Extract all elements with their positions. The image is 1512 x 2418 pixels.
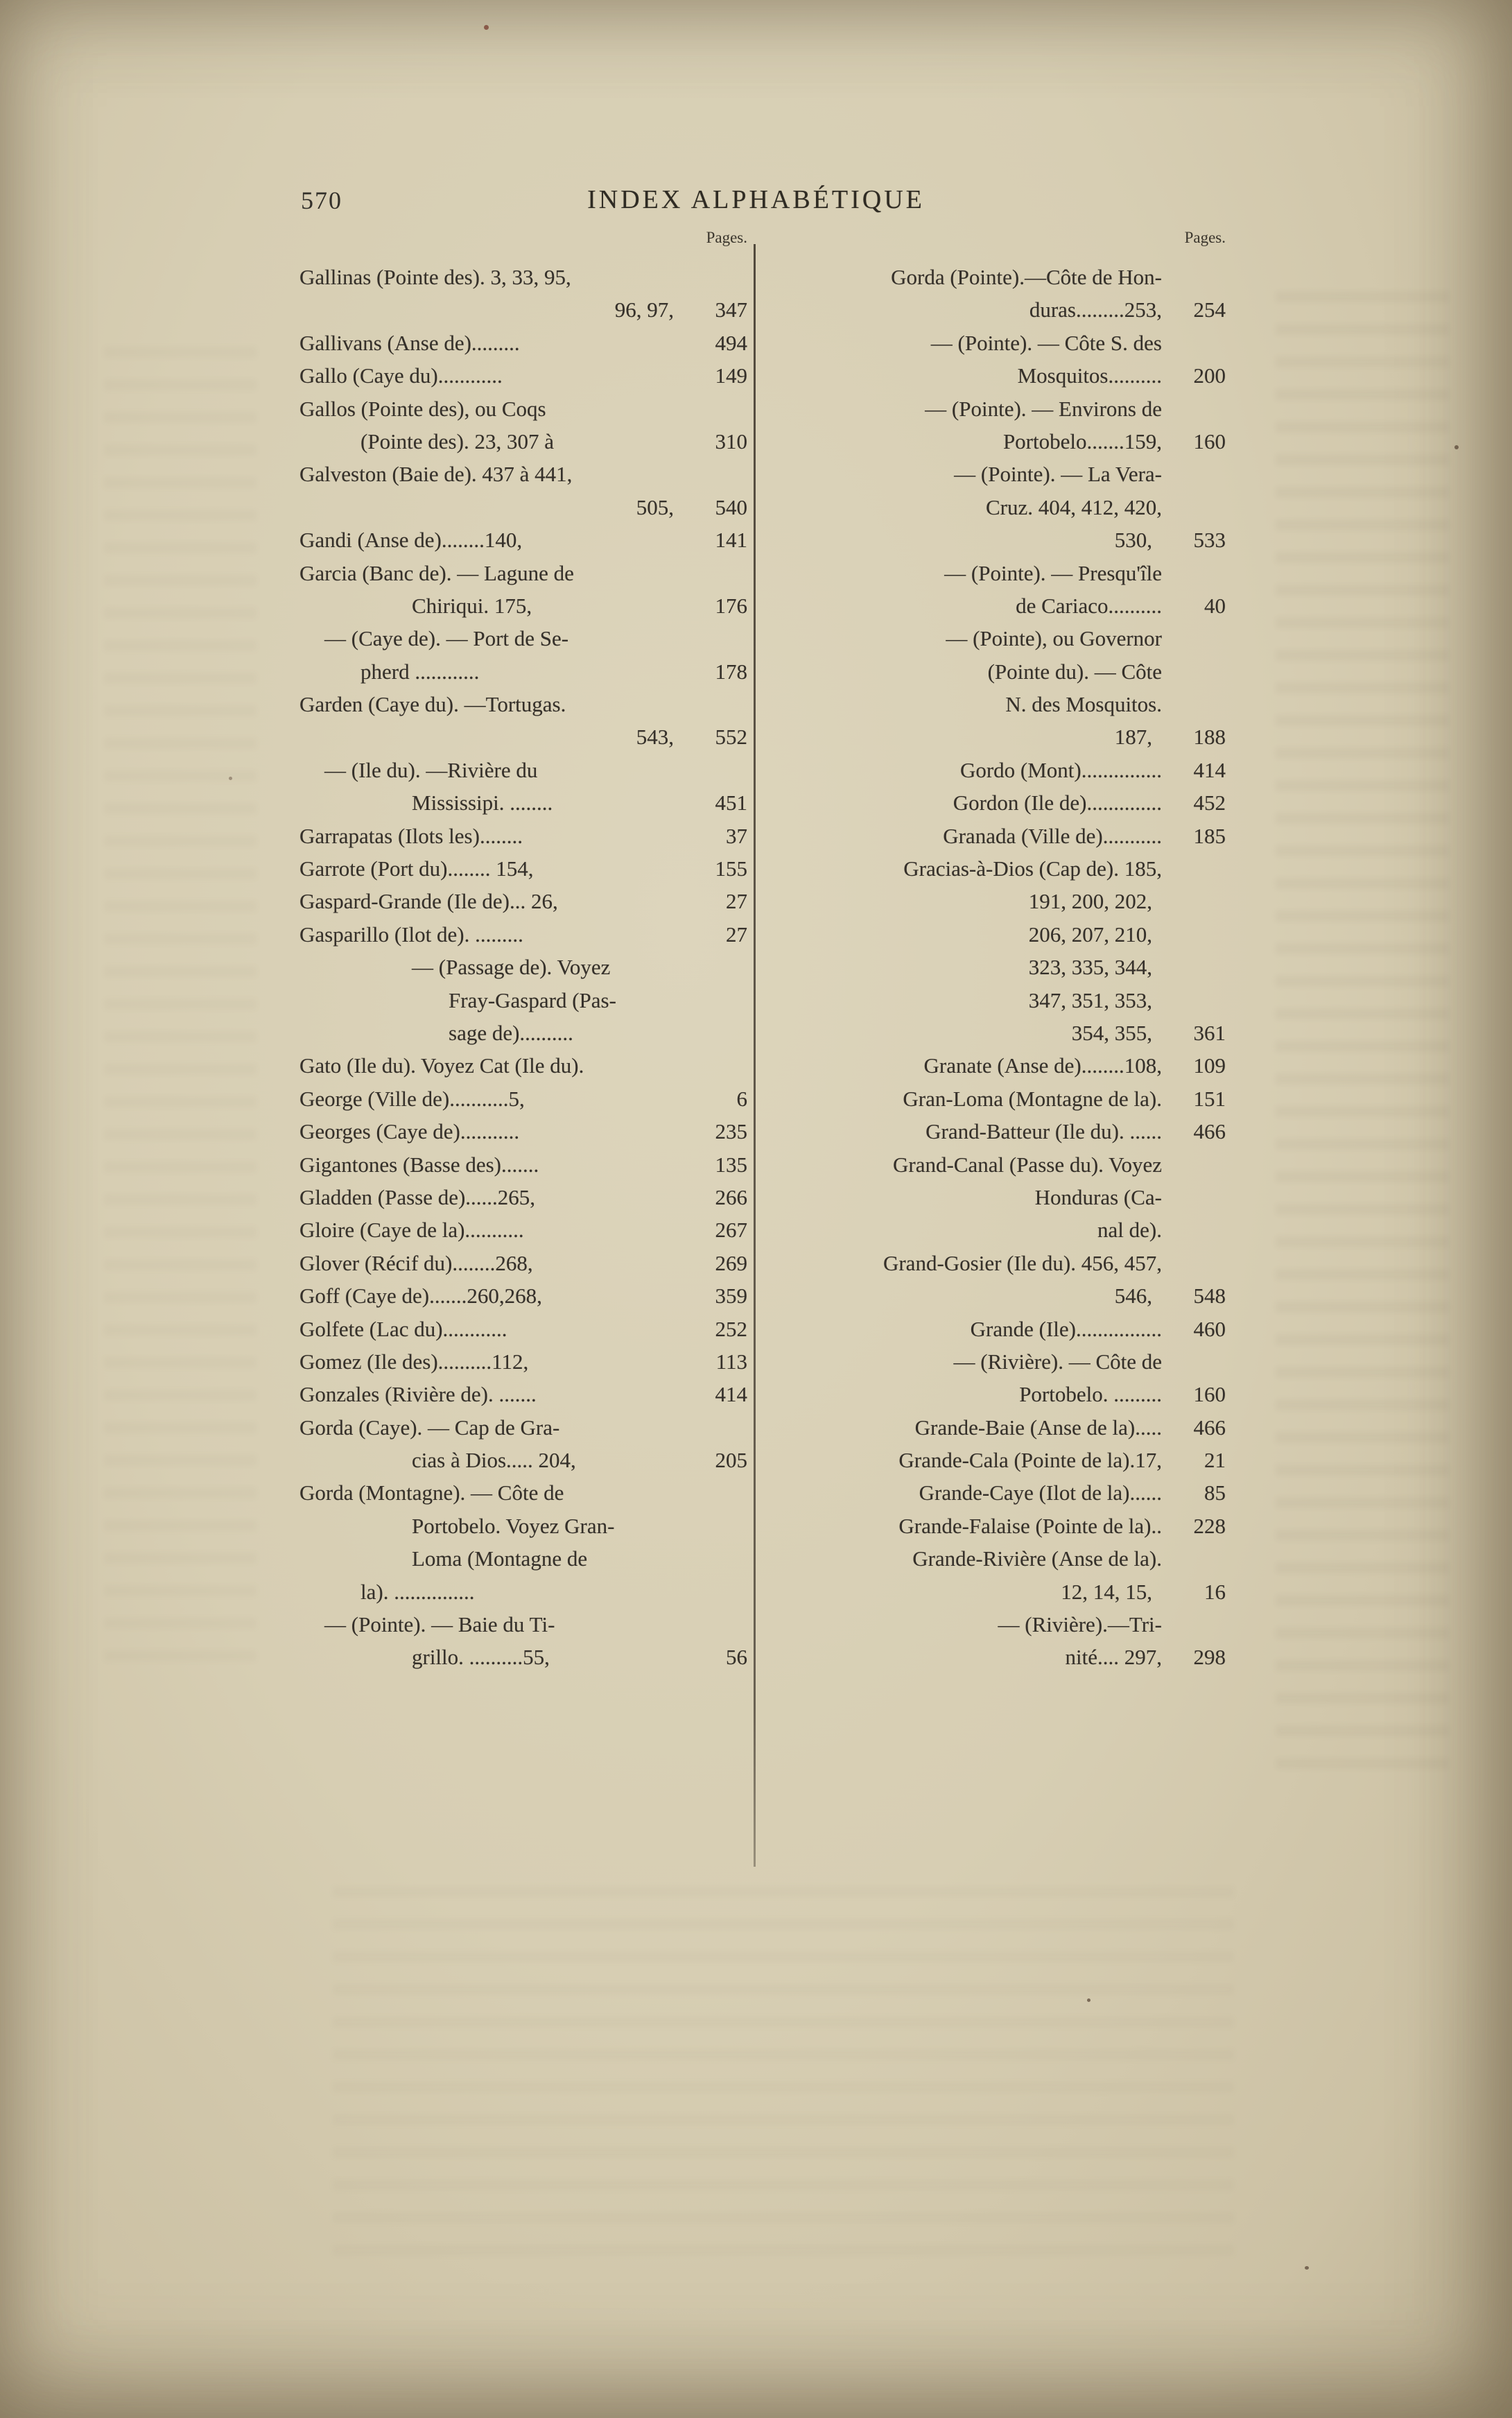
index-entry-page: 176 [715, 593, 747, 618]
index-entry-text: Gran-Loma (Montagne de la). [903, 1086, 1162, 1111]
index-entry-page [1162, 392, 1226, 425]
index-entry-text: — (Pointe). — La Vera- [954, 462, 1162, 487]
index-line [299, 327, 747, 359]
index-entry-text: — (Ile du). —Rivière du [324, 757, 538, 782]
index-line [299, 1181, 747, 1214]
index-entry-text: Grand-Gosier (Ile du). 456, 457, [883, 1250, 1162, 1275]
index-entry-page [1162, 918, 1226, 951]
index-line [767, 359, 1226, 392]
page-header [0, 184, 1512, 219]
index-entry-text: grillo. ..........55, [412, 1645, 550, 1670]
index-entry-text: Portobelo.......159, [1002, 429, 1162, 454]
index-entry-page: 548 [1193, 1284, 1226, 1309]
index-entry-text: cias à Dios..... 204, [412, 1448, 576, 1473]
index-entry-text: duras.........253, [1029, 297, 1162, 322]
index-line [299, 622, 747, 655]
index-entry-text: Gallivans (Anse de)......... [299, 330, 520, 355]
index-line [299, 589, 747, 622]
index-entry-text: 546, [1114, 1284, 1152, 1309]
index-line [299, 1378, 747, 1410]
index-entry-page: 552 [715, 725, 747, 750]
index-entry-text: 530, [1114, 528, 1152, 553]
index-line [767, 984, 1226, 1017]
paper-speck [1454, 445, 1459, 449]
index-entry-text: 354, 355, [1071, 1020, 1152, 1045]
index-line [299, 688, 747, 720]
index-line [767, 458, 1226, 490]
index-entry-text: Cruz. 404, 412, 420, [985, 494, 1162, 519]
paper-speck [1087, 1998, 1090, 2002]
index-entry-text: Garcia (Banc de). — Lagune de [299, 560, 574, 585]
index-line [767, 557, 1226, 589]
index-entry-text: Garrote (Port du)........ 154, [299, 856, 534, 881]
index-entry-text: Grand-Batteur (Ile du). ...... [926, 1119, 1162, 1144]
index-line [299, 1444, 747, 1476]
index-line [767, 688, 1226, 720]
index-entry-text: — (Pointe). — Environs de [925, 396, 1162, 421]
index-entry-page: 235 [715, 1119, 747, 1144]
index-entry-page: 540 [715, 494, 747, 519]
index-line [767, 1345, 1226, 1378]
index-entry-page [684, 1510, 747, 1542]
index-entry-text: — (Pointe), ou Governor [946, 626, 1162, 651]
index-entry-text: Gonzales (Rivière de). ....... [299, 1382, 537, 1407]
index-line [767, 1017, 1226, 1049]
index-entry-text: Gasparillo (Ilot de). ......... [299, 922, 523, 947]
index-line [767, 1247, 1226, 1279]
index-entry-text: sage de).......... [449, 1020, 573, 1045]
index-line [299, 918, 747, 951]
index-line [299, 557, 747, 589]
index-entry-page [684, 1575, 747, 1608]
index-entry-text: 206, 207, 210, [1028, 922, 1152, 947]
index-line [299, 491, 747, 524]
index-entry-page [1162, 327, 1226, 359]
bleed-through-artifact [333, 1886, 1234, 2274]
index-line [299, 1608, 747, 1641]
index-entry-text: Chiriqui. 175, [412, 593, 532, 618]
index-entry-text: (Pointe du). — Côte [987, 659, 1162, 684]
index-entry-text: — (Rivière). — Côte de [953, 1349, 1162, 1374]
index-entry-page [1162, 852, 1226, 885]
index-entry-page: 347 [715, 297, 747, 322]
index-entry-page: 160 [1193, 1382, 1226, 1407]
index-entry-text: Portobelo. Voyez Gran- [412, 1513, 615, 1538]
index-entry-page [1162, 622, 1226, 655]
index-line [767, 918, 1226, 951]
index-entry-page [684, 458, 747, 490]
index-line [299, 293, 747, 326]
index-entry-page: 267 [715, 1218, 747, 1243]
index-entry-page: 27 [726, 922, 747, 947]
index-entry-page: 141 [715, 528, 747, 553]
index-entry-page [1162, 1608, 1226, 1641]
index-line [767, 1148, 1226, 1181]
index-entry-page: 494 [715, 330, 747, 355]
index-entry-text: Gaspard-Grande (Ile de)... 26, [299, 889, 558, 914]
index-entry-page [684, 754, 747, 786]
index-entry-page [684, 688, 747, 720]
index-entry-page [1162, 491, 1226, 524]
index-entry-text: — (Caye de). — Port de Se- [324, 626, 569, 651]
index-line [767, 524, 1226, 556]
index-entry-text: George (Ville de)...........5, [299, 1086, 525, 1111]
index-entry-text: 505, [636, 494, 674, 519]
index-entry-text: de Cariaco.......... [1016, 593, 1162, 618]
index-entry-text: pherd ............ [360, 659, 480, 684]
index-entry-page [1162, 688, 1226, 720]
index-column-left [299, 261, 747, 1674]
index-entry-page: 533 [1193, 528, 1226, 553]
index-entry-page: 414 [715, 1382, 747, 1407]
index-line [299, 1115, 747, 1148]
index-entry-text: Granada (Ville de)........... [943, 823, 1162, 848]
index-line [767, 951, 1226, 983]
index-entry-text: 187, [1114, 725, 1152, 750]
index-line [767, 1115, 1226, 1148]
index-entry-page [1162, 984, 1226, 1017]
index-entry-text: Gracias-à-Dios (Cap de). 185, [903, 856, 1162, 881]
column-divider-rule [754, 244, 756, 1867]
index-line [767, 1575, 1226, 1608]
index-entry-page [684, 1608, 747, 1641]
index-entry-text: Granate (Anse de)........108, [923, 1053, 1162, 1078]
index-line [767, 1082, 1226, 1115]
index-line [299, 425, 747, 458]
index-line [767, 754, 1226, 786]
index-line [767, 1542, 1226, 1575]
index-entry-page: 37 [726, 823, 747, 848]
index-entry-text: — (Pointe). — Presqu'île [944, 560, 1162, 585]
index-line [767, 1279, 1226, 1312]
index-entry-page: 252 [715, 1316, 747, 1341]
index-line [299, 359, 747, 392]
index-entry-page: 200 [1193, 363, 1226, 388]
index-entry-page [684, 951, 747, 983]
index-line [767, 293, 1226, 326]
index-line [299, 1411, 747, 1444]
index-entry-page: 188 [1193, 725, 1226, 750]
pages-caption-left: Pages. [706, 229, 747, 246]
index-entry-text: Fray-Gaspard (Pas- [449, 987, 616, 1012]
index-line [767, 820, 1226, 852]
index-line [767, 655, 1226, 688]
index-entry-text: Gallinas (Pointe des). 3, 33, 95, [299, 265, 571, 289]
index-entry-page: 113 [715, 1349, 747, 1374]
index-line [299, 1049, 747, 1082]
index-entry-page [1162, 1148, 1226, 1181]
index-line [767, 1444, 1226, 1476]
index-entry-text: Grande-Baie (Anse de la)..... [914, 1415, 1162, 1440]
index-entry-text: Glover (Récif du)........268, [299, 1250, 533, 1275]
index-entry-page [684, 622, 747, 655]
index-entry-page: 21 [1204, 1448, 1226, 1473]
index-entry-page [684, 1411, 747, 1444]
index-entry-text: Loma (Montagne de [412, 1546, 588, 1571]
index-entry-text: Mississipi. ........ [412, 791, 553, 815]
index-entry-page: 310 [715, 429, 747, 454]
index-entry-page: 27 [726, 889, 747, 914]
index-line [767, 1181, 1226, 1214]
index-entry-page [1162, 951, 1226, 983]
index-entry-text: Grande (Ile)................ [970, 1316, 1162, 1341]
index-line [299, 1148, 747, 1181]
index-entry-page [1162, 261, 1226, 293]
index-entry-page: 359 [715, 1284, 747, 1309]
index-line [767, 1510, 1226, 1542]
index-entry-page [1162, 458, 1226, 490]
index-line [299, 1017, 747, 1049]
index-entry-text: Georges (Caye de)........... [299, 1119, 520, 1144]
index-entry-page: 269 [715, 1250, 747, 1275]
index-line [767, 1313, 1226, 1345]
index-entry-page: 460 [1193, 1316, 1226, 1341]
index-line [767, 885, 1226, 917]
index-line [299, 786, 747, 819]
index-entry-text: Mosquitos.......... [1017, 363, 1162, 388]
bleed-through-artifact [104, 347, 257, 1664]
index-line [299, 458, 747, 490]
index-entry-page [1162, 1345, 1226, 1378]
index-entry-text: (Pointe des). 23, 307 à [360, 429, 554, 454]
index-entry-text: Portobelo. ......... [1019, 1382, 1162, 1407]
index-line [299, 392, 747, 425]
index-entry-text: Gordon (Ile de).............. [953, 791, 1162, 815]
index-line [767, 425, 1226, 458]
index-entry-text: la). ............... [360, 1579, 475, 1604]
index-entry-text: Garrapatas (Ilots les)........ [299, 823, 523, 848]
index-line [767, 1049, 1226, 1082]
index-entry-page: 205 [715, 1448, 747, 1473]
index-entry-text: Grande-Rivière (Anse de la). [912, 1546, 1162, 1571]
index-entry-text: Goff (Caye de).......260,268, [299, 1284, 542, 1309]
index-line [767, 1411, 1226, 1444]
index-entry-page: 298 [1193, 1645, 1226, 1670]
index-line [767, 852, 1226, 885]
index-line [299, 852, 747, 885]
index-line [767, 392, 1226, 425]
running-title: INDEX ALPHABÉTIQUE [587, 185, 925, 214]
index-line [299, 754, 747, 786]
index-entry-text: Grande-Caye (Ilot de la)...... [919, 1480, 1162, 1505]
index-entry-page [684, 261, 747, 293]
index-line [299, 1214, 747, 1246]
index-line [767, 1378, 1226, 1410]
index-entry-text: Honduras (Ca- [1034, 1184, 1162, 1209]
index-entry-text: Grand-Canal (Passe du). Voyez [893, 1152, 1162, 1177]
index-entry-text: Grande-Cala (Pointe de la).17, [898, 1448, 1162, 1473]
index-entry-page [1162, 1247, 1226, 1279]
index-entry-page [684, 984, 747, 1017]
index-entry-text: Gandi (Anse de)........140, [299, 528, 523, 553]
index-entry-text: — (Pointe). — Baie du Ti- [324, 1612, 555, 1637]
index-entry-text: Galveston (Baie de). 437 à 441, [299, 462, 573, 487]
index-entry-page [684, 1049, 747, 1082]
index-entry-page [1162, 1214, 1226, 1246]
index-line [767, 1641, 1226, 1673]
index-entry-text: 191, 200, 202, [1028, 889, 1152, 914]
index-line [767, 1608, 1226, 1641]
index-entry-text: — (Pointe). — Côte S. des [930, 330, 1162, 355]
index-entry-page: 361 [1193, 1020, 1226, 1045]
index-entry-page [684, 557, 747, 589]
paper-speck [229, 777, 232, 780]
index-line [767, 261, 1226, 293]
index-entry-text: Gomez (Ile des)..........112, [299, 1349, 529, 1374]
index-entry-page: 85 [1204, 1480, 1226, 1505]
index-entry-text: Gloire (Caye de la)........... [299, 1218, 524, 1243]
index-entry-text: Garden (Caye du). —Tortugas. [299, 692, 566, 717]
index-entry-page: 452 [1193, 791, 1226, 815]
index-entry-page [1162, 655, 1226, 688]
index-line [299, 951, 747, 983]
index-entry-text: Gato (Ile du). Voyez Cat (Ile du). [299, 1053, 584, 1078]
index-entry-page: 40 [1204, 593, 1226, 618]
index-entry-page [684, 1017, 747, 1049]
index-entry-text: Gladden (Passe de)......265, [299, 1184, 536, 1209]
paper-speck [1305, 2266, 1309, 2270]
index-entry-text: 543, [636, 725, 674, 750]
index-entry-text: Gorda (Pointe).—Côte de Hon- [891, 265, 1162, 289]
index-entry-text: 96, 97, [614, 297, 674, 322]
index-entry-text: — (Rivière).—Tri- [998, 1612, 1162, 1637]
index-entry-text: 323, 335, 344, [1028, 955, 1152, 980]
index-entry-text: Golfete (Lac du)............ [299, 1316, 507, 1341]
index-entry-page: 228 [1193, 1513, 1226, 1538]
index-column-right [767, 261, 1235, 1674]
index-entry-page: 266 [715, 1184, 747, 1209]
index-line [299, 1641, 747, 1673]
index-entry-page: 151 [1193, 1086, 1226, 1111]
index-entry-page: 466 [1193, 1415, 1226, 1440]
index-entry-text: 12, 14, 15, [1061, 1579, 1152, 1604]
index-entry-page: 149 [715, 363, 747, 388]
index-line [767, 491, 1226, 524]
index-line [299, 1510, 747, 1542]
index-entry-text: Gordo (Mont)............... [959, 757, 1162, 782]
index-line [767, 327, 1226, 359]
index-entry-page: 135 [715, 1152, 747, 1177]
index-line [767, 1476, 1226, 1509]
index-entry-page: 109 [1193, 1053, 1226, 1078]
index-entry-page [1162, 1542, 1226, 1575]
index-entry-text: Gallos (Pointe des), ou Coqs [299, 396, 546, 421]
index-line [767, 1214, 1226, 1246]
index-line [299, 984, 747, 1017]
index-entry-text: Grande-Falaise (Pointe de la).. [898, 1513, 1162, 1538]
index-entry-text: — (Passage de). Voyez [412, 955, 611, 980]
index-line [299, 1575, 747, 1608]
index-entry-page: 451 [715, 791, 747, 815]
index-entry-page [1162, 557, 1226, 589]
index-line [299, 1345, 747, 1378]
index-line [299, 1476, 747, 1509]
index-line [767, 720, 1226, 753]
index-entry-page [1162, 885, 1226, 917]
index-entry-page: 16 [1204, 1579, 1226, 1604]
index-line [299, 524, 747, 556]
pages-caption-right: Pages. [1184, 229, 1226, 246]
index-entry-page: 185 [1193, 823, 1226, 848]
index-line [299, 720, 747, 753]
bleed-through-artifact [1276, 291, 1449, 1782]
index-entry-page: 155 [715, 856, 747, 881]
index-entry-text: 347, 351, 353, [1028, 987, 1152, 1012]
paper-speck [484, 25, 489, 30]
index-line [767, 589, 1226, 622]
index-line [299, 1279, 747, 1312]
folio-page-number: 570 [301, 187, 342, 214]
index-line [299, 1082, 747, 1115]
index-entry-text: nal de). [1097, 1218, 1162, 1243]
index-line [299, 885, 747, 917]
index-entry-page: 6 [736, 1086, 747, 1111]
index-line [767, 786, 1226, 819]
index-entry-page: 254 [1193, 297, 1226, 322]
index-line [767, 622, 1226, 655]
index-line [299, 1247, 747, 1279]
index-entry-page: 178 [715, 659, 747, 684]
index-entry-text: Gorda (Montagne). — Côte de [299, 1480, 564, 1505]
index-entry-page: 56 [726, 1645, 747, 1670]
index-line [299, 1542, 747, 1575]
index-line [299, 820, 747, 852]
index-entry-text: nité.... 297, [1065, 1645, 1162, 1670]
index-entry-page: 160 [1193, 429, 1226, 454]
index-entry-text: Gorda (Caye). — Cap de Gra- [299, 1415, 560, 1440]
index-entry-page: 414 [1193, 757, 1226, 782]
index-entry-text: N. des Mosquitos. [1005, 692, 1162, 717]
index-entry-page [1162, 1181, 1226, 1214]
index-entry-page [684, 392, 747, 425]
index-entry-page [684, 1542, 747, 1575]
index-line [299, 1313, 747, 1345]
index-entry-text: Gigantones (Basse des)....... [299, 1152, 539, 1177]
index-line [299, 261, 747, 293]
index-entry-page [684, 1476, 747, 1509]
index-entry-page: 466 [1193, 1119, 1226, 1144]
index-entry-text: Gallo (Caye du)............ [299, 363, 503, 388]
index-line [299, 655, 747, 688]
